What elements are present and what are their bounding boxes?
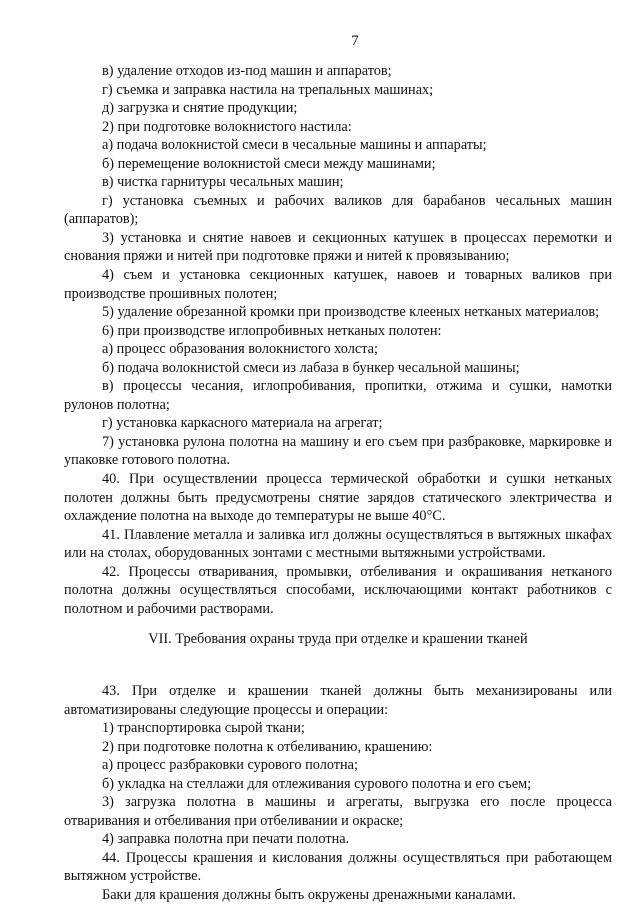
paragraph: г) установка съемных и рабочих валиков для барабанов чесальных машин (аппаратов); (64, 192, 612, 228)
paragraph: б) подача волокнистой смеси из лабаза в бункер чесальной машины; (102, 359, 520, 376)
paragraph: 44. Процессы крашения и кислования должны осуществляться при работающем вытяжном устройстве. (64, 849, 612, 885)
paragraph: 2) при подготовке полотна к отбеливанию, крашению: (102, 738, 433, 755)
paragraph: 41. Плавление металла и заливка игл должны осуществляться в вытяжных шкафах или на столах, оборудованных зонтами с местными вытяжными устройствами. (64, 526, 612, 562)
page-number: 7 (351, 33, 359, 49)
paragraph: 4) съем и установка секционных катушек, навоев и товарных валиков при производстве прошивных полотен; (64, 267, 612, 302)
paragraph: в) удаление отходов из-под машин и аппаратов; (102, 63, 392, 79)
paragraph: б) перемещение волокнистой смеси между машинами; (102, 155, 436, 172)
paragraph: в) процессы чесания, иглопробивания, пропитки, отжима и сушки, намотки рулонов полотна; (64, 378, 612, 413)
paragraph: 4) заправка полотна при печати полотна. (102, 831, 350, 848)
paragraph: Баки для крашения должны быть окружены дренажными каналами. (102, 886, 516, 903)
paragraph: 2) при подготовке волокнистого настила: (102, 118, 352, 135)
paragraph: а) процесс разбраковки сурового полотна; (102, 757, 359, 774)
paragraph: 43. При отделке и крашении тканей должны быть механизированы или автоматизированы следующие процессы и операции: (64, 682, 612, 718)
paragraph: 42. Процессы отваривания, промывки, отбеливания и окрашивания нетканого полотна должны осуществляться способами, исключающими контакт работников с полотном и рабочими растворами. (64, 563, 612, 617)
paragraph: 7) установка рулона полотна на машину и его съем при разбраковке, маркировке и упаковке готового полотна. (64, 433, 612, 469)
paragraph: 3) загрузка полотна в машины и агрегаты, выгрузка его после процесса отваривания и отбеливания при отбеливании и окраске; (64, 794, 612, 829)
paragraph: г) установка каркасного материала на агрегат; (102, 415, 383, 432)
paragraph: а) процесс образования волокнистого холста; (102, 341, 378, 358)
paragraph: 5) удаление обрезанной кромки при производстве клееных нетканых материалов; (102, 304, 600, 321)
paragraph: 40. При осуществлении процесса термической обработки и сушки нетканых полотен должны быть предусмотрены снятие зарядов статического электричества и охлаждение полотна на выходе до температуры не выше 40°C. (64, 471, 612, 525)
paragraph: б) укладка на стеллажи для отлеживания сурового полотна и его съем; (102, 775, 532, 792)
paragraph: 6) при производстве иглопробивных нетканых полотен: (102, 322, 442, 339)
section-heading: VII. Требования охраны труда при отделке и крашении тканей (148, 631, 528, 648)
paragraph: д) загрузка и снятие продукции; (102, 100, 298, 117)
paragraph: 1) транспортировка сырой ткани; (102, 720, 305, 737)
paragraph: а) подача волокнистой смеси в чесальные машины и аппараты; (102, 137, 487, 154)
paragraph: 3) установка и снятие навоев и секционных катушек в процессах перемотки и снования пряжи и нитей при подготовке пряжи и нитей к провязыванию; (64, 229, 612, 265)
paragraph: г) съемка и заправка настила на трепальных машинах; (102, 81, 434, 98)
document-body (64, 62, 612, 905)
paragraph: в) чистка гарнитуры чесальных машин; (102, 174, 344, 191)
